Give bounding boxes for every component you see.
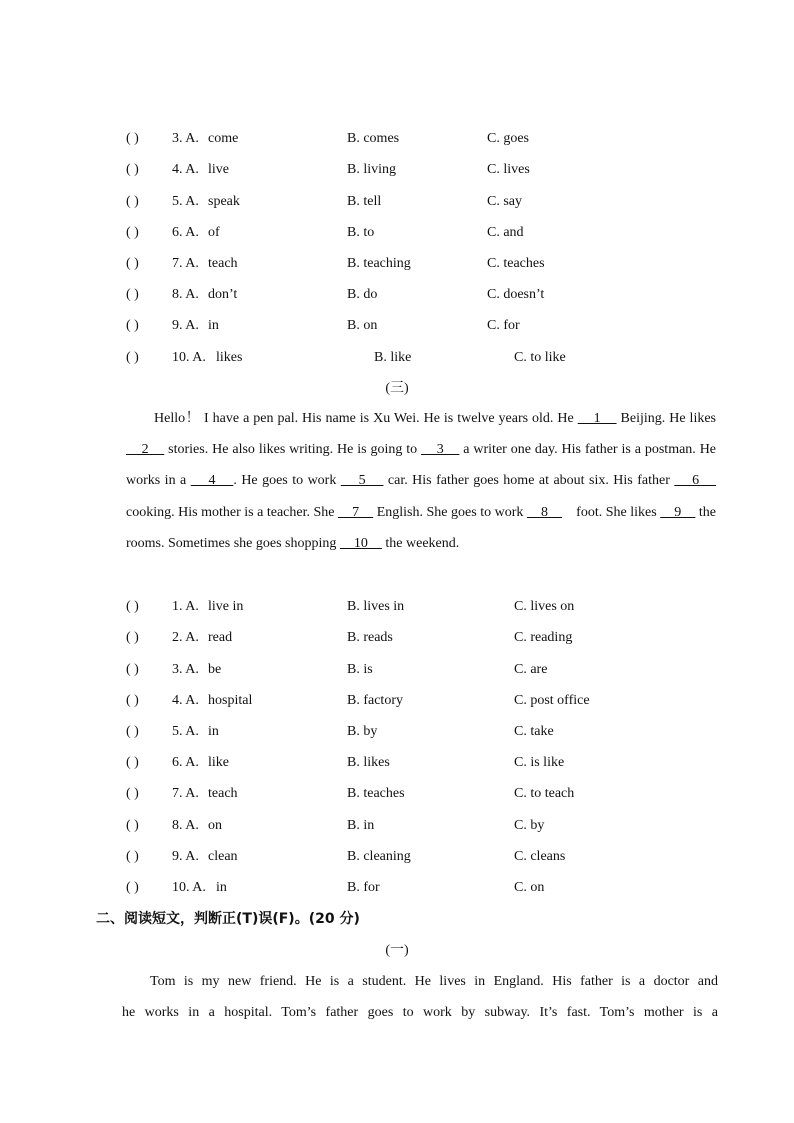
answer-paren[interactable]: ( ) <box>126 786 139 801</box>
option-a: live in <box>208 599 244 614</box>
option-c: C. on <box>514 880 545 895</box>
blank-4[interactable]: 4 <box>190 473 234 489</box>
question-row <box>126 627 726 649</box>
blank-10[interactable]: 10 <box>339 535 382 551</box>
option-a: read <box>208 630 233 645</box>
option-b: B. cleaning <box>347 849 411 864</box>
passage-text: English. She <box>373 504 448 520</box>
section-heading: 二、阅读短文，判断正(T)误(F)。(20 分) <box>96 911 360 927</box>
passage-text: He likes <box>669 411 716 426</box>
option-a: like <box>208 755 229 770</box>
question-row <box>126 159 726 181</box>
option-c: C. for <box>487 318 520 333</box>
option-c: C. lives <box>487 162 530 177</box>
blank-5[interactable]: 5 <box>340 473 384 489</box>
blank-7[interactable]: 7 <box>338 504 374 520</box>
option-a: live <box>208 162 229 177</box>
option-b: B. comes <box>347 131 400 146</box>
option-b: B. in <box>347 818 375 833</box>
question-number: 9. A. <box>172 849 199 864</box>
question-number: 3. A. <box>172 662 199 677</box>
question-number: 8. A. <box>172 287 199 302</box>
question-row <box>126 284 726 306</box>
reading-passage <box>122 966 718 1028</box>
passage-line: he works in a hospital. Tom’s father goes to work by subway. It’s fast. Tom’s mother is a <box>122 1005 718 1021</box>
blank-2[interactable]: 2 <box>126 442 165 458</box>
option-c: C. doesn’t <box>487 287 545 302</box>
question-row <box>126 596 726 618</box>
option-a: clean <box>208 849 238 864</box>
question-row <box>126 752 726 774</box>
option-c: C. take <box>514 724 554 739</box>
passage-text: a writer one day. His <box>459 442 582 458</box>
option-c: C. are <box>514 662 548 677</box>
option-a: likes <box>216 350 243 365</box>
question-row <box>126 253 726 275</box>
blank-1[interactable]: 1 <box>577 411 617 426</box>
question-number: 4. A. <box>172 693 199 708</box>
question-row <box>126 815 726 837</box>
option-b: B. likes <box>347 755 390 770</box>
question-row <box>126 877 726 899</box>
question-number: 6. A. <box>172 755 199 770</box>
option-b: B. is <box>347 662 373 677</box>
cloze-passage <box>126 403 716 559</box>
answer-paren[interactable]: ( ) <box>126 225 139 240</box>
option-c: C. and <box>487 225 524 240</box>
question-row <box>126 128 726 150</box>
passage-text: stories. He also likes writing. He is going to <box>164 442 422 458</box>
blank-9[interactable]: 9 <box>660 504 696 520</box>
option-b: B. do <box>347 287 378 302</box>
option-c: C. to like <box>514 350 566 365</box>
blank-3[interactable]: 3 <box>421 442 460 458</box>
blank-6[interactable]: 6 <box>674 473 717 489</box>
option-a: teach <box>208 256 238 271</box>
passage-text: father is a postman. He works in a <box>126 442 717 489</box>
question-row <box>126 659 726 681</box>
option-c: C. is like <box>514 755 565 770</box>
option-a: don’t <box>208 287 238 302</box>
option-a: come <box>208 131 239 146</box>
option-a: in <box>208 724 219 739</box>
option-a: of <box>208 225 220 240</box>
option-c: C. to teach <box>514 786 575 801</box>
question-row <box>126 783 726 805</box>
subsection-title: (一) <box>385 943 409 958</box>
option-b: B. on <box>347 318 378 333</box>
answer-paren[interactable]: ( ) <box>126 693 139 708</box>
question-row <box>126 721 726 743</box>
answer-paren[interactable]: ( ) <box>126 318 139 333</box>
option-a: hospital <box>208 693 253 708</box>
passage-text: Hello！ I have a pen pal. His name is Xu Wei. He is twelve years old. He <box>154 411 578 426</box>
question-row <box>126 690 726 712</box>
passage-text: car. His father goes home <box>383 473 535 489</box>
question-number: 5. A. <box>172 194 199 209</box>
question-number: 1. A. <box>172 599 199 614</box>
question-row <box>126 846 726 868</box>
question-number: 3. A. <box>172 131 199 146</box>
question-number: 7. A. <box>172 786 199 801</box>
answer-paren[interactable]: ( ) <box>126 350 139 365</box>
answer-paren[interactable]: ( ) <box>126 724 139 739</box>
option-a: be <box>208 662 222 677</box>
option-b: B. teaching <box>347 256 411 271</box>
passage-text: foot. She likes <box>562 504 661 520</box>
question-number: 6. A. <box>172 225 199 240</box>
option-a: speak <box>208 194 240 209</box>
passage-line: Tom is my new friend. He is a student. He lives in England. His father is a doctor and <box>150 974 718 989</box>
option-b: B. factory <box>347 693 403 708</box>
answer-paren[interactable]: ( ) <box>126 630 139 645</box>
option-a: on <box>208 818 222 833</box>
option-b: B. for <box>347 880 380 895</box>
option-c: C. say <box>487 194 522 209</box>
option-c: C. cleans <box>514 849 566 864</box>
passage-text: at about six. His father <box>538 473 675 489</box>
option-b: B. teaches <box>347 786 405 801</box>
passage-text: the rooms. Sometimes she goes shopping <box>126 504 717 551</box>
option-b: B. like <box>374 350 412 365</box>
option-b: B. tell <box>347 194 382 209</box>
option-c: C. lives on <box>514 599 575 614</box>
answer-paren[interactable]: ( ) <box>126 849 139 864</box>
option-a: in <box>208 318 219 333</box>
option-b: B. living <box>347 162 397 177</box>
option-b: B. to <box>347 225 375 240</box>
question-number: 8. A. <box>172 818 199 833</box>
passage-text: goes to work <box>451 504 527 520</box>
answer-paren[interactable]: ( ) <box>126 755 139 770</box>
option-a: in <box>216 880 227 895</box>
answer-paren[interactable]: ( ) <box>126 131 139 146</box>
option-c: C. post office <box>514 693 590 708</box>
passage-text: cooking. His mother is a teacher. She <box>126 504 339 520</box>
answer-paren[interactable]: ( ) <box>126 599 139 614</box>
option-c: C. teaches <box>487 256 545 271</box>
question-number: 5. A. <box>172 724 199 739</box>
blank-8[interactable]: 8 <box>526 504 563 520</box>
answer-paren[interactable]: ( ) <box>126 194 139 209</box>
answer-paren[interactable]: ( ) <box>126 818 139 833</box>
question-row <box>126 222 726 244</box>
question-number: 7. A. <box>172 256 199 271</box>
question-row <box>126 347 726 369</box>
option-b: B. reads <box>347 630 393 645</box>
question-number: 10. A. <box>172 880 206 895</box>
section-title: (三) <box>385 381 409 396</box>
option-c: C. reading <box>514 630 573 645</box>
question-number: 10. A. <box>172 350 206 365</box>
passage-text: the weekend. <box>381 535 460 551</box>
question-row <box>126 315 726 337</box>
option-b: B. by <box>347 724 378 739</box>
passage-text: . He goes to work <box>233 473 341 489</box>
question-number: 4. A. <box>172 162 199 177</box>
answer-paren[interactable]: ( ) <box>126 880 139 895</box>
answer-paren[interactable]: ( ) <box>126 162 139 177</box>
option-a: teach <box>208 786 238 801</box>
question-number: 9. A. <box>172 318 199 333</box>
answer-paren[interactable]: ( ) <box>126 662 139 677</box>
option-c: C. goes <box>487 131 529 146</box>
answer-paren[interactable]: ( ) <box>126 287 139 302</box>
answer-paren[interactable]: ( ) <box>126 256 139 271</box>
option-c: C. by <box>514 818 545 833</box>
passage-text: Beijing. <box>616 411 666 426</box>
option-b: B. lives in <box>347 599 405 614</box>
question-number: 2. A. <box>172 630 199 645</box>
question-row <box>126 191 726 213</box>
